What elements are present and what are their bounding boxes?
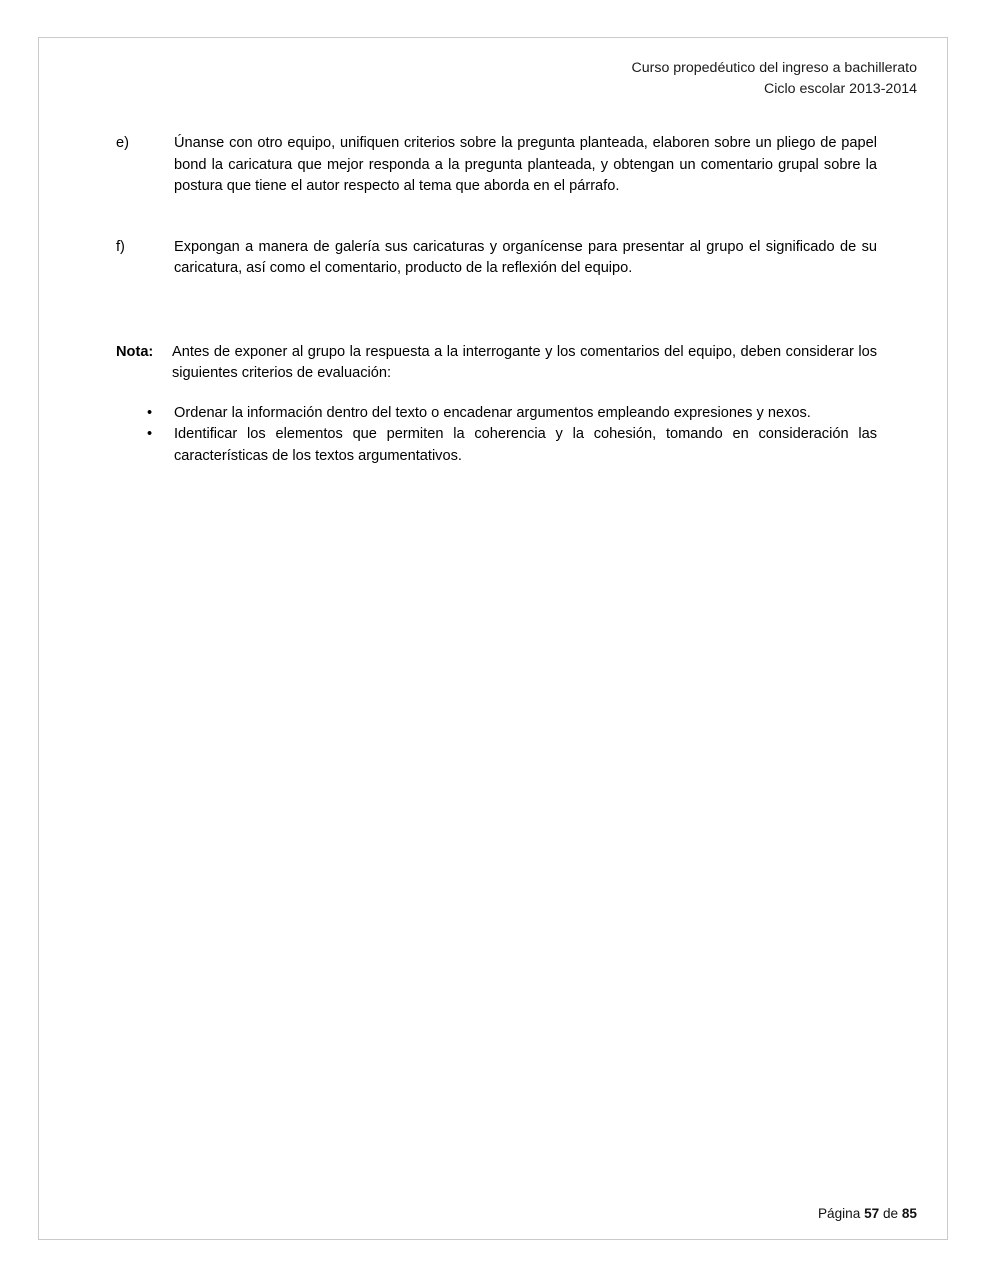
lettered-item-f (116, 237, 877, 280)
note-text: Antes de exponer al grupo la respuesta a la interrogante y los comentarios del equipo, deben considerar los siguientes criterios de evaluación: (172, 343, 877, 381)
lettered-item-e-marker: e) (116, 135, 129, 151)
bullet-icon: • (147, 404, 153, 421)
list-item (116, 403, 877, 425)
criteria-item-1-text: Ordenar la información dentro del texto o encadenar argumentos empleando expresiones y nexos. (174, 404, 811, 421)
note-label: Nota: (116, 343, 154, 360)
lettered-item-e-text: Únanse con otro equipo, unifiquen criterios sobre la pregunta planteada, elaboren sobre un pliego de papel bond la caricatura que mejor responda a la pregunta planteada, y obtengan un comentario grupal sobre la postura que tiene el autor respecto al tema que aborda en el párrafo. (174, 135, 877, 194)
list-item (116, 424, 877, 467)
footer-page-middle: de (879, 1206, 902, 1221)
lettered-item-f-marker: f) (116, 238, 125, 255)
lettered-item-e (116, 133, 877, 198)
footer-page-prefix: Página (817, 1206, 865, 1221)
criteria-list (116, 403, 877, 468)
header-school-year: Ciclo escolar 2013-2014 (763, 81, 917, 97)
criteria-item-2-text: Identificar los elementos que permiten la coherencia y la cohesión, tomando en consideración las características de los textos argumentativos. (174, 426, 877, 464)
note-block (116, 342, 877, 385)
document-body (116, 133, 877, 467)
document-header (39, 38, 917, 100)
lettered-item-f-text: Expongan a manera de galería sus caricaturas y organícense para presentar al grupo el significado de su caricatura, así como el comentario, producto de la reflexión del equipo. (174, 238, 877, 276)
page-sheet (38, 37, 948, 1240)
header-course-title: Curso propedéutico del ingreso a bachillerato (631, 60, 917, 76)
footer-current-page: 57 (864, 1206, 880, 1221)
bullet-icon: • (147, 426, 153, 442)
document-footer (39, 1206, 917, 1221)
footer-total-pages: 85 (901, 1206, 917, 1221)
